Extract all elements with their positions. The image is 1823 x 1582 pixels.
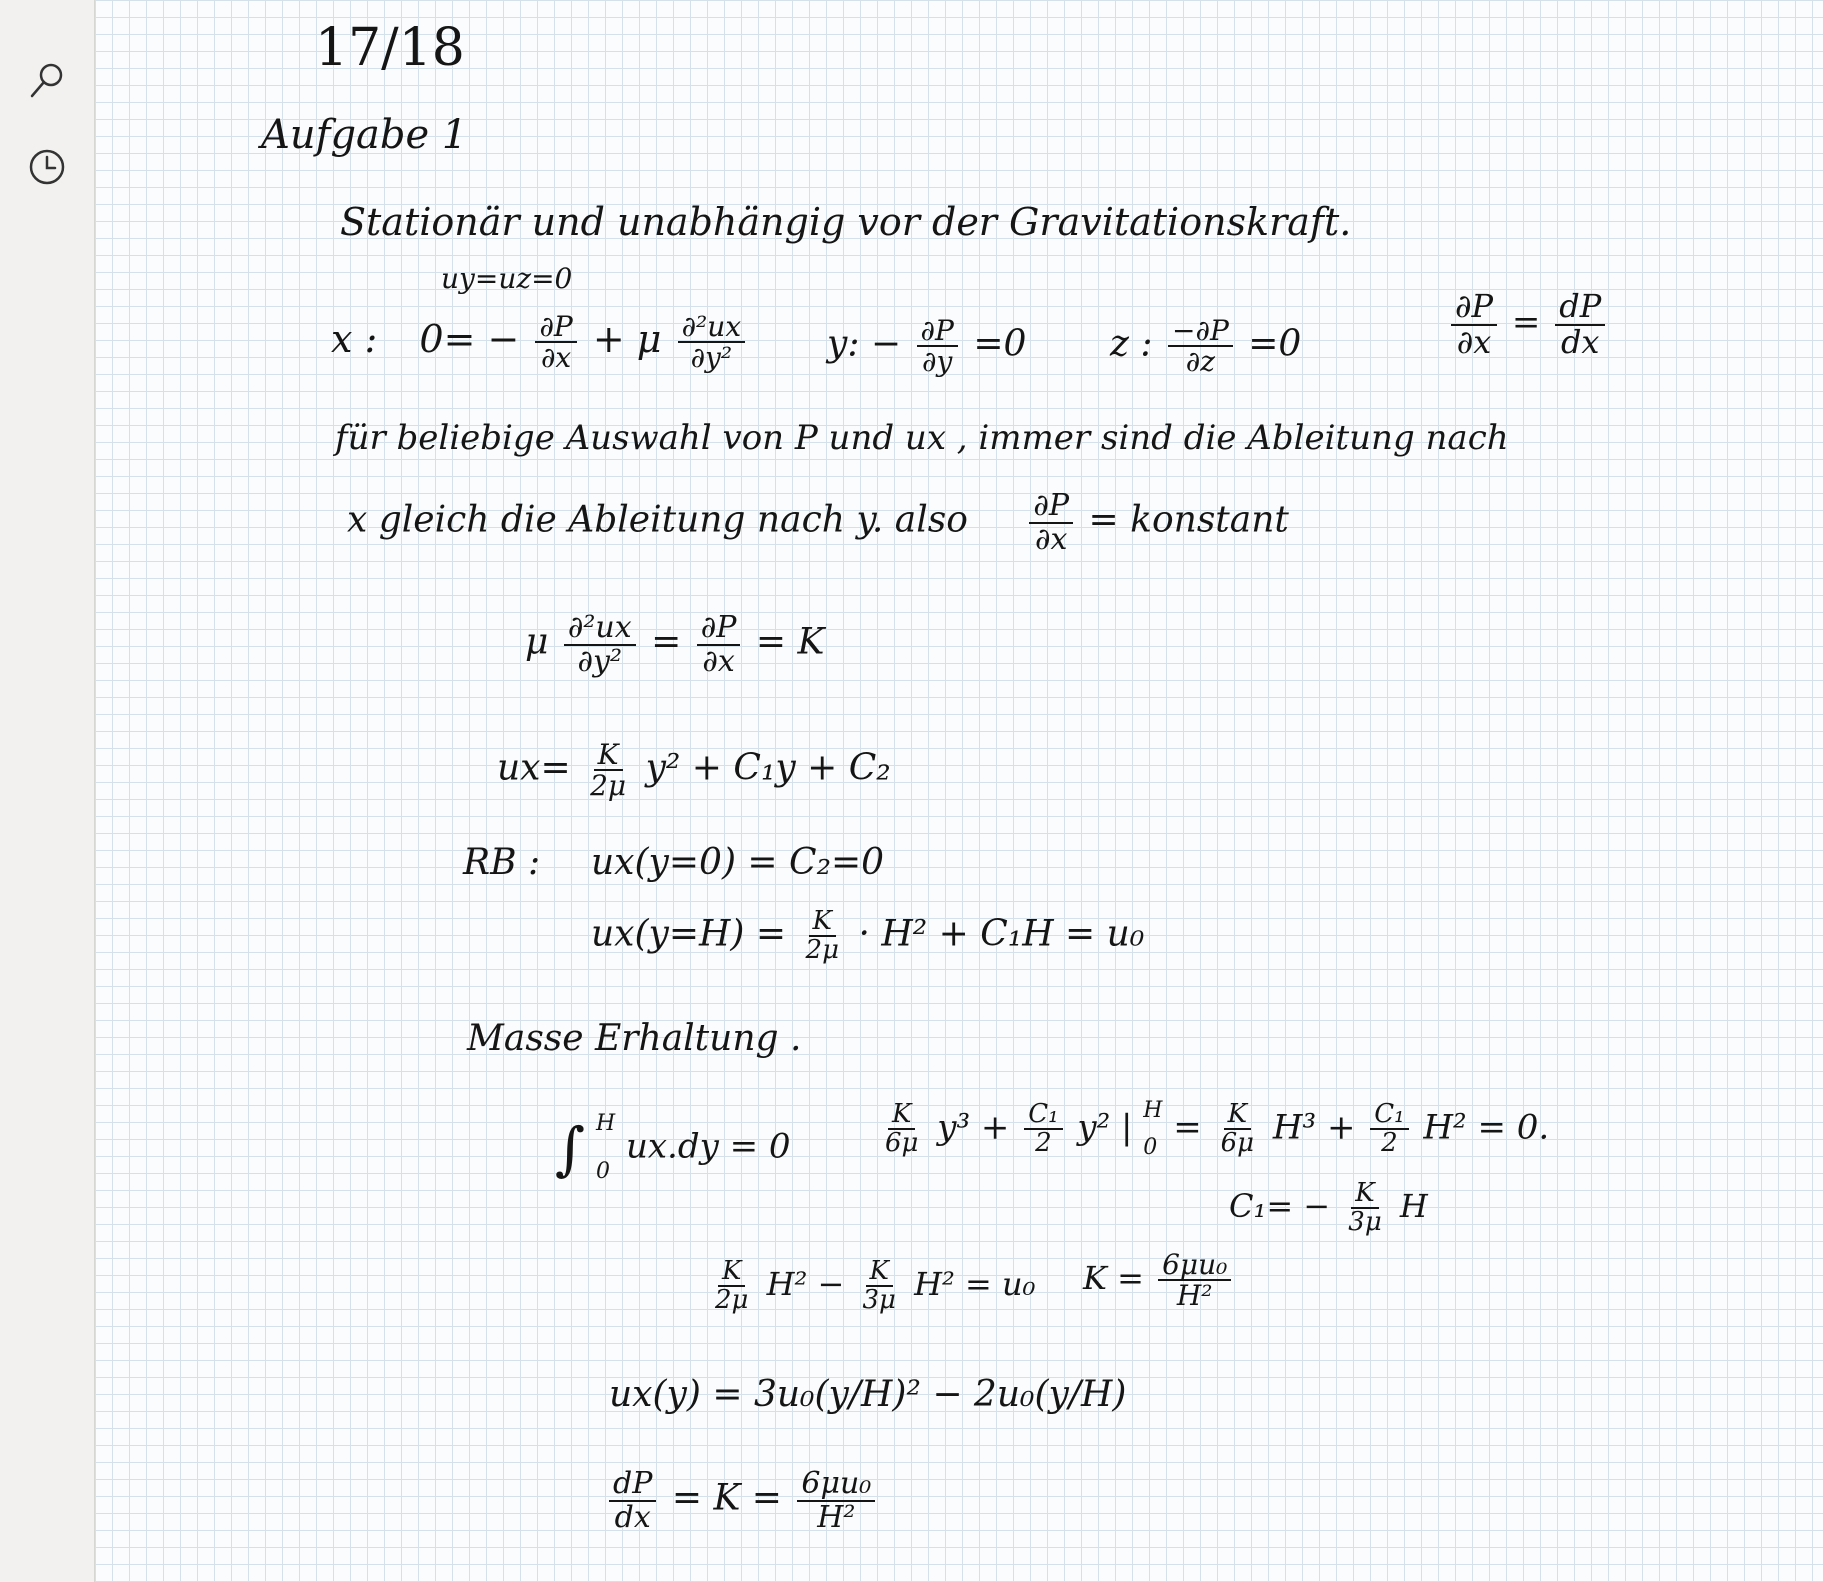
- assumption-uy-uz: uy=uz=0: [441, 262, 573, 295]
- y-momentum-line: y: − $\frac{\partial P}{\partial y}$ =0: [827, 314, 1027, 379]
- velocity-profile: ux(y) = 3u₀(y/H)² − 2u₀(y/H): [609, 1374, 1127, 1415]
- z-momentum-line: z : $\frac{-\partial P}{\partial z}$ =0: [1110, 314, 1302, 379]
- dpdx-equality: $\frac{\partial P}{\partial x}$ = $\frac{dP}{dx}$: [1447, 290, 1609, 359]
- text-line-2: x gleich die Ableitung nach y. also $\frac{\partial P}{\partial x}$ = konstant: [347, 488, 1289, 557]
- sidebar: [0, 0, 95, 1582]
- rb-label: RB :: [463, 842, 541, 883]
- kh-equation: $\frac{K}{2\mu}$ H² − $\frac{K}{3\mu}$ H² = u₀: [715, 1256, 1036, 1316]
- mass-integral: ∫ H 0 ux.dy = 0: [555, 1111, 791, 1185]
- note-canvas[interactable]: [95, 0, 1823, 1582]
- k-result: K = $\frac{\text{6μu₀}}{\text{H²}}$: [1083, 1250, 1235, 1311]
- eq-ux-general: ux= $\frac{K}{2\mu}$ y² + C₁y + C₂: [497, 738, 891, 803]
- c1-result: C₁= − $\frac{K}{3\mu}$ H: [1229, 1178, 1428, 1238]
- boundary-condition-1: ux(y=0) = C₂=0: [591, 842, 885, 883]
- mass-integral-result: $\frac{K}{6\mu}$ y³ + $\frac{\text{C₁}}{2}$ y² | H 0 = $\frac{K}{6\mu}$ H³ + $\frac{\text{C₁}}{2}$ H² = 0.: [885, 1098, 1550, 1161]
- x-momentum-line: x : 0= − $\frac{\partial P}{\partial x}$ + μ $\frac{\text{∂²ux}}{\text{∂y²}}$: [331, 312, 749, 373]
- collapse-icon[interactable]: [22, 0, 72, 8]
- eq-definition-k: μ $\frac{\text{∂²ux}}{\text{∂y²}}$ = $\frac{\partial P}{\partial x}$ = K: [525, 610, 825, 679]
- history-icon[interactable]: [22, 142, 72, 192]
- final-pressure-gradient: $\frac{dP}{dx}$ = K = $\frac{\text{6μu₀}}{\text{H²}}$: [605, 1468, 879, 1533]
- text-line-1: für beliebige Auswahl von P und ux , immer sind die Ableitung nach: [335, 418, 1509, 458]
- note-date: 17/18: [315, 18, 465, 78]
- intro-text: Stationär und unabhängig vor der Gravitationskraft.: [340, 200, 1352, 244]
- mass-conservation-label: Masse Erhaltung .: [467, 1018, 802, 1059]
- search-icon[interactable]: [22, 56, 72, 106]
- boundary-condition-2: ux(y=H) = $\frac{K}{2\mu}$ · H² + C₁H = u₀: [591, 906, 1145, 966]
- note-heading: Aufgabe 1: [261, 112, 468, 158]
